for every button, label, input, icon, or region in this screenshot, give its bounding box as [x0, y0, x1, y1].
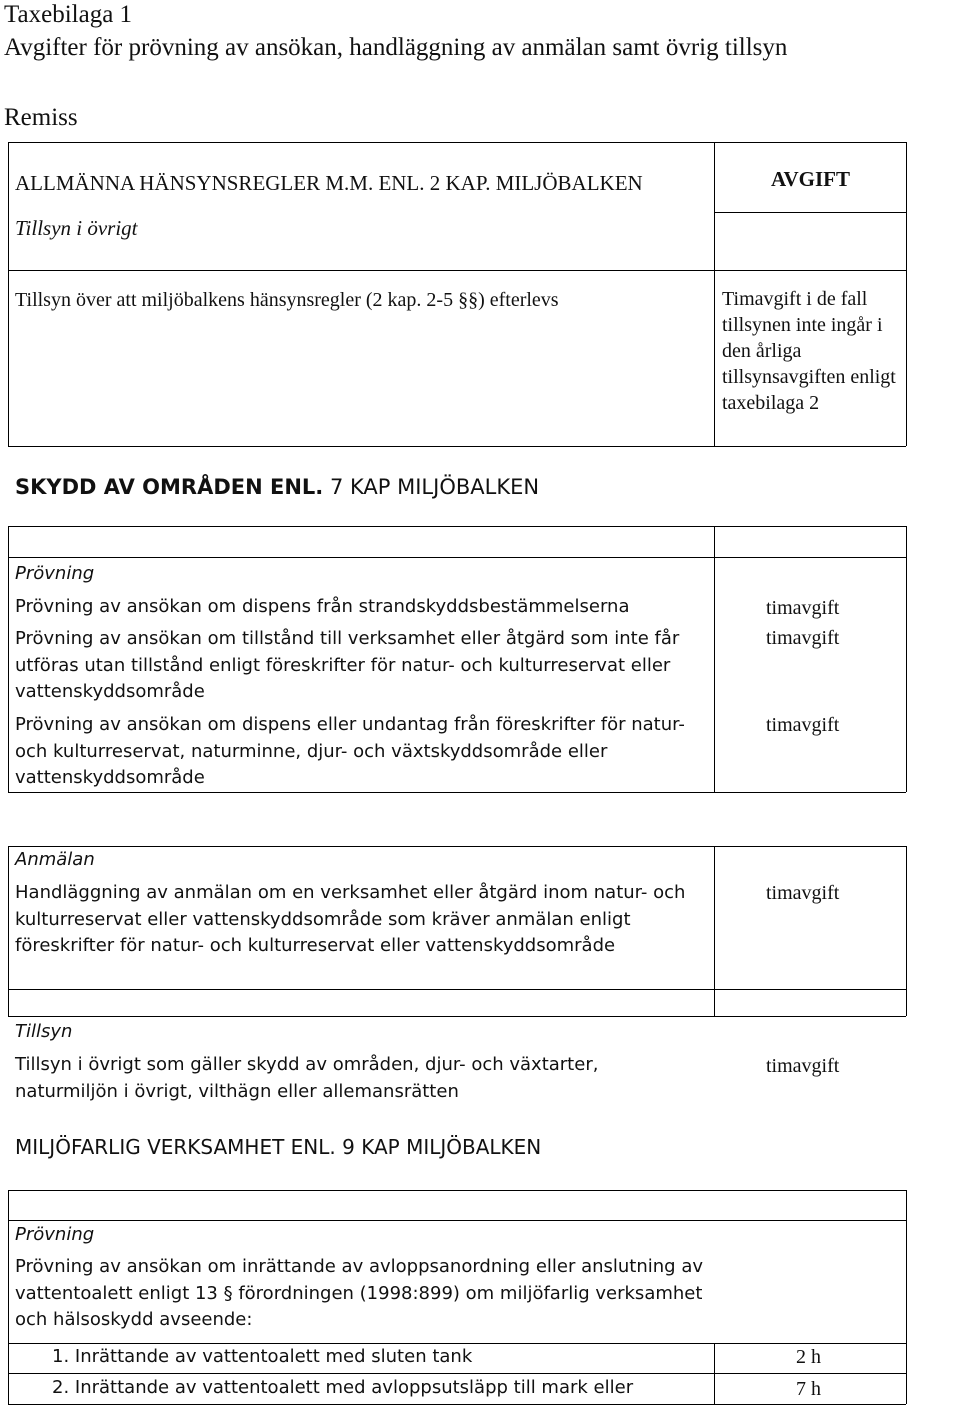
- subsection-heading: Tillsyn: [15, 1021, 73, 1042]
- fee-row-label: Handläggning av anmälan om en verksamhet eller åtgärd inom natur- och kulturreservat eller vattenskyddsområde som kräver anmälan enligt föreskrifter för natur- och kulturreservat eller vattenskyddsområde: [15, 882, 686, 956]
- fee-row-label: Prövning av ansökan om tillstånd till verksamhet eller åtgärd som inte får utföras utan tillstånd enligt föreskrifter för natur- och kulturreservat eller vattenskyddsområde: [15, 628, 680, 702]
- fee-row-value: timavgift: [766, 597, 840, 619]
- fee-row-value: Timavgift i de fall tillsynen inte ingår i den årliga tillsynsavgiften enligt taxebilaga 2: [722, 288, 896, 414]
- fee-row-label: Prövning av ansökan om inrättande av avloppsanordning eller anslutning av vattentoalett enligt 13 § förordningen (1998:899) om miljöfarlig verksamhet och hälsoskydd avseende:: [15, 1256, 704, 1330]
- section-heading: MILJÖFARLIG VERKSAMHET ENL. 9 KAP MILJÖBALKEN: [15, 1135, 542, 1159]
- fee-row-value: timavgift: [766, 627, 840, 649]
- document-title: Avgifter för prövning av ansökan, handläggning av anmälan samt övrig tillsyn: [4, 34, 788, 61]
- fee-row-label: 1. Inrättande av vattentoalett med sluten tank: [52, 1346, 473, 1367]
- document-label: Taxebilaga 1: [4, 1, 133, 28]
- fee-row-value: timavgift: [766, 1055, 840, 1077]
- fee-row-value: timavgift: [766, 882, 840, 904]
- section-heading-bold: SKYDD AV OMRÅDEN ENL.: [15, 475, 324, 499]
- fee-row-label: 2. Inrättande av vattentoalett med avloppsutsläpp till mark eller: [52, 1377, 634, 1398]
- section-heading: [15, 474, 539, 500]
- section-heading: ALLMÄNNA HÄNSYNSREGLER M.M. ENL. 2 KAP. MILJÖBALKEN: [15, 171, 643, 195]
- fee-row-label: Tillsyn över att miljöbalkens hänsynsregler (2 kap. 2-5 §§) efterlevs: [15, 289, 559, 311]
- subsection-heading: Prövning: [15, 1224, 95, 1245]
- section-heading-rest: 7 KAP MILJÖBALKEN: [323, 475, 540, 499]
- subsection-heading: Prövning: [15, 563, 95, 584]
- fee-row-label: Prövning av ansökan om dispens eller undantag från föreskrifter för natur- och kulturreservat, naturminne, djur- och växtskyddsområde eller vattenskyddsområde: [15, 714, 685, 788]
- fee-row-label: Tillsyn i övrigt som gäller skydd av områden, djur- och växtarter, naturmiljön i övrigt, vilthägn eller allemansrätten: [15, 1054, 599, 1102]
- fee-row-value: timavgift: [766, 714, 840, 736]
- subsection-heading: Tillsyn i övrigt: [15, 216, 138, 240]
- subsection-heading: Anmälan: [15, 849, 95, 870]
- fee-column-header: AVGIFT: [771, 167, 850, 191]
- fee-row-value: 2 h: [796, 1346, 821, 1368]
- fee-row-label: Prövning av ansökan om dispens från strandskyddsbestämmelserna: [15, 596, 630, 617]
- document-status: Remiss: [4, 104, 78, 131]
- fee-row-value: 7 h: [796, 1378, 821, 1400]
